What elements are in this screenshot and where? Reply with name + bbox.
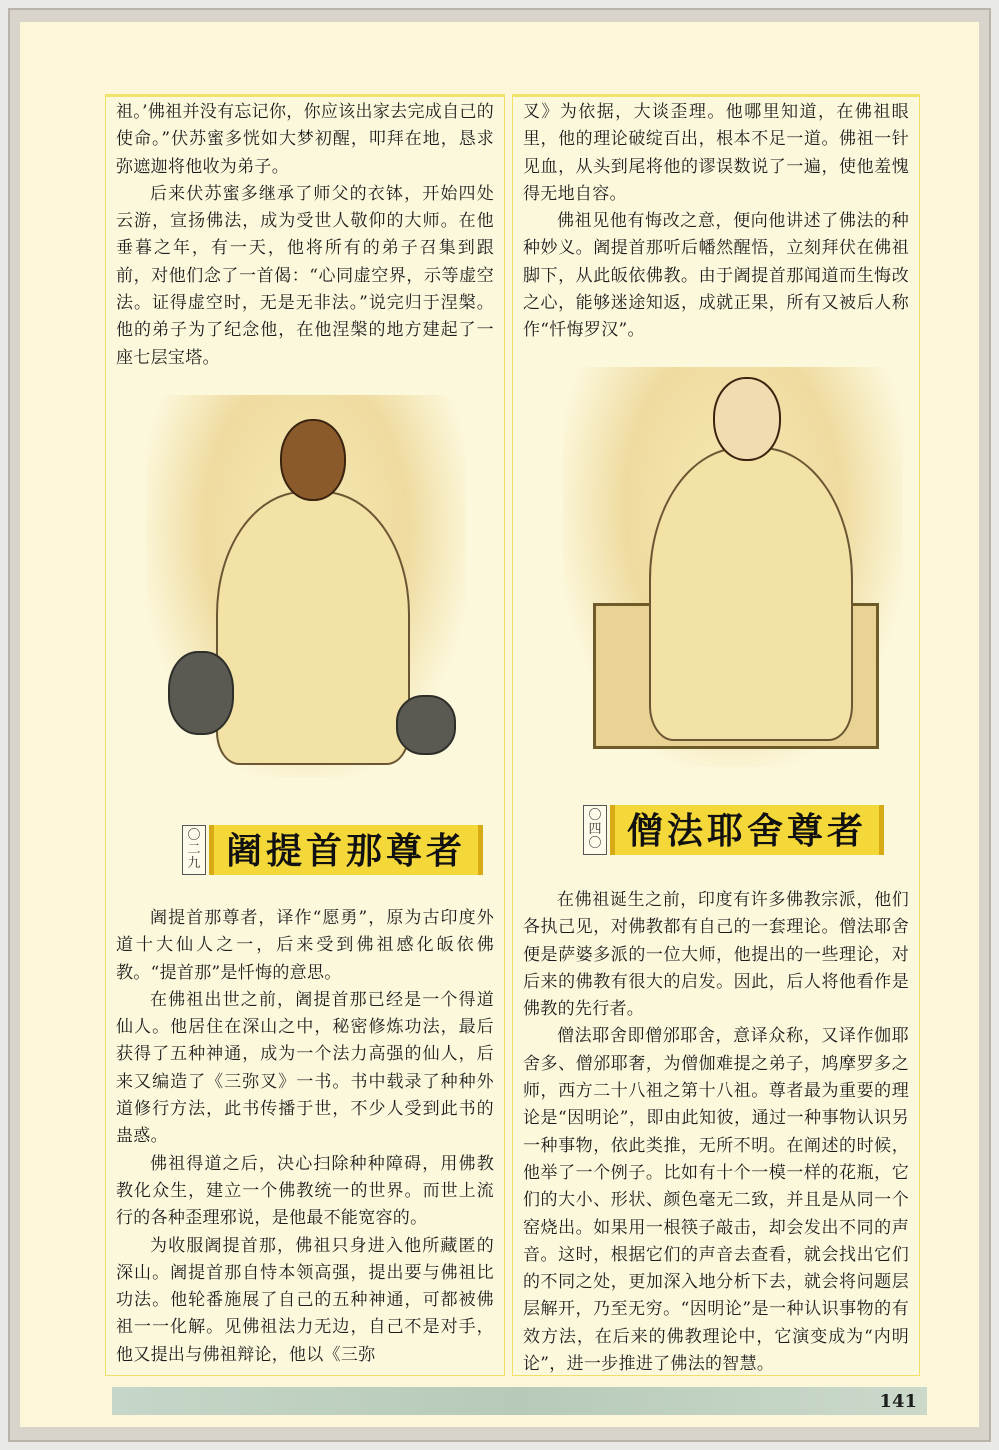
left-top-text — [116, 99, 494, 372]
paragraph: 佛祖见他有悔改之意，便向他讲述了佛法的种种妙义。阇提首那听后幡然醒悟，立刻拜伏在佛祖脚下，从此皈依佛教。由于阇提首那闻道而生悔改之心，能够迷途知返，成就正果，所有又被后人称作“忏悔罗汉”。 — [523, 211, 909, 341]
arhat-illustration-left — [146, 395, 466, 777]
paragraph: 佛祖得道之后，决心扫除种种障碍，用佛教教化众生，建立一个佛教统一的世界。而世上流行的各种歪理邪说，是他最不能宽容的。 — [116, 1153, 494, 1229]
paragraph: 叉》为依据，大谈歪理。他哪里知道，在佛祖眼里，他的理论破绽百出，根本不足一道。佛祖一针见血，从头到尾将他的谬误数说了一遍，使他羞愧得无地自容。 — [523, 102, 909, 204]
right-bottom-text — [523, 887, 909, 1376]
paragraph: 在佛祖诞生之前，印度有许多佛教宗派，他们各执己见，对佛教都有自己的一套理论。僧法耶舍便是萨婆多派的一位大师，他提出的一些理论，对后来的佛教有很大的启发。因此，后人将他看作是佛教的先行者。 — [523, 890, 909, 1020]
paragraph: 为收服阇提首那，佛祖只身进入他所藏匿的深山。阇提首那自恃本领高强，提出要与佛祖比功法。他轮番施展了自己的五种神通，可都被佛祖一一化解。见佛祖法力无边，自己不是对手，他又提出与佛祖辩论，他以《三弥 — [116, 1235, 494, 1365]
arhat-title-left — [182, 825, 483, 875]
left-bottom-text — [116, 905, 494, 1369]
right-top-text — [523, 99, 909, 345]
paragraph: 在佛祖出世之前，阇提首那已经是一个得道仙人。他居住在深山之中，秘密修炼功法，最后获得了五种神通，成为一个法力高强的仙人，后来又编造了《三弥叉》一书。书中载录了种种外道修行方法，此书传播于世，不少人受到此书的蛊惑。 — [116, 989, 494, 1147]
rock — [168, 651, 234, 735]
title-text: 阇提首那尊者 — [209, 825, 483, 875]
paragraph: 祖。’佛祖并没有忘记你，你应该出家去完成自己的使命。”伏苏蜜多恍如大梦初醒，叩拜在地，恳求弥遮迦将他收为弟子。 — [116, 102, 494, 177]
arhat-illustration-right — [563, 367, 903, 767]
arhat-head — [713, 377, 781, 461]
robe — [216, 491, 410, 765]
book-page — [20, 22, 979, 1427]
title-text: 僧法耶舍尊者 — [610, 805, 884, 855]
arhat-title-right — [583, 805, 884, 855]
footer-strip — [112, 1387, 927, 1415]
rock — [396, 695, 456, 755]
arhat-head — [280, 419, 346, 501]
paragraph: 阇提首那尊者，译作“愿勇”，原为古印度外道十大仙人之一，后来受到佛祖感化皈依佛教。“提首那”是忏悔的意思。 — [116, 908, 494, 983]
left-column — [105, 94, 505, 1376]
page-number: 141 — [879, 1391, 917, 1412]
paragraph: 后来伏苏蜜多继承了师父的衣钵，开始四处云游，宣扬佛法，成为受世人敬仰的大师。在他垂暮之年，有一天，他将所有的弟子召集到跟前，对他们念了一首偈：“心同虚空界，示等虚空法。证得虚空时，无是无非法。”说完归于涅槃。他的弟子为了纪念他，在他涅槃的地方建起了一座七层宝塔。 — [116, 183, 494, 368]
title-number: 〇二九 — [182, 825, 206, 875]
title-number: 〇四〇 — [583, 805, 607, 855]
robe — [649, 447, 853, 741]
paragraph: 僧法耶舍即僧邠耶舍，意译众称，又译作伽耶舍多、僧邠耶奢，为僧伽难提之弟子，鸠摩罗多之师，西方二十八祖之第十八祖。尊者最为重要的理论是“因明论”，即由此知彼，通过一种事物认识另一种事物，依此类推，无所不明。在阐述的时候，他举了一个例子。比如有十个一模一样的花瓶，它们的大小、形状、颜色毫无二致，并且是从同一个窑烧出。如果用一根筷子敲击，却会发出不同的声音。这时，根据它们的声音去查看，就会找出它们的不同之处，更加深入地分析下去，就会将问题层层解开，乃至无穷。“因明论”是一种认识事物的有效方法，在后来的佛教理论中，它演变成为“内明论”，进一步推进了佛法的智慧。 — [523, 1026, 909, 1375]
right-column — [512, 94, 920, 1376]
